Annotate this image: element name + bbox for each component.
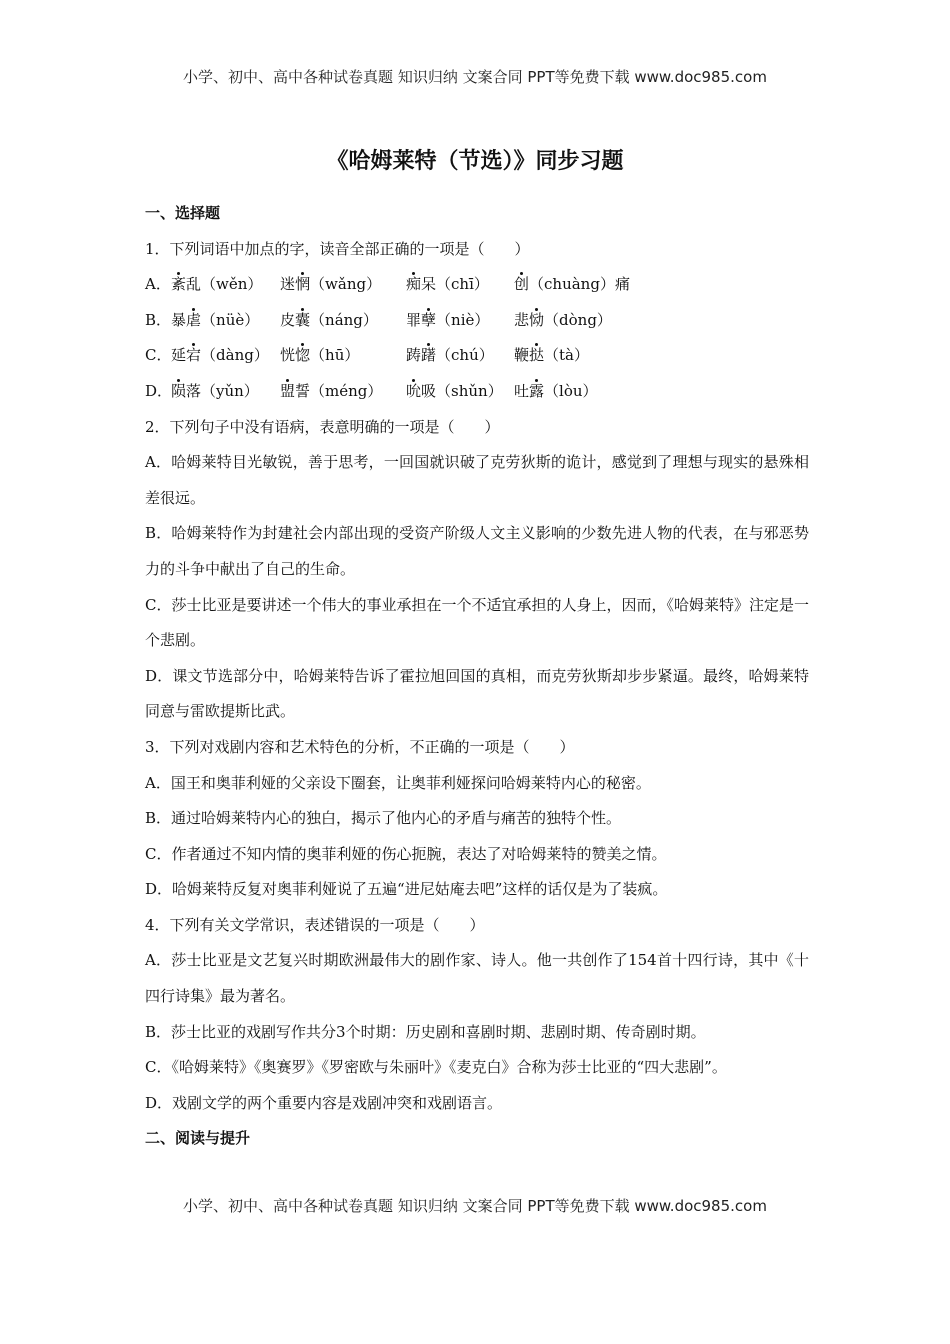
page-header: 小学、初中、高中各种试卷真题 知识归纳 文案合同 PPT等免费下载 www.doc985.com <box>183 68 767 86</box>
dotted-character: 惘 <box>295 275 311 294</box>
option-text: D．哈姆莱特反复对奥菲利娅说了五遍“进尼姑庵去吧”这样的话仅是为了装疯。 <box>145 880 668 899</box>
word-text: 罪 <box>406 310 422 329</box>
option-row <box>145 374 809 410</box>
word-item <box>514 338 589 374</box>
option-row <box>145 338 809 374</box>
word-text: 暴 <box>171 310 187 329</box>
option-text: D．戏剧文学的两个重要内容是戏剧冲突和戏剧语言。 <box>145 1093 503 1112</box>
word-item <box>280 267 406 303</box>
word-text: （lòu） <box>544 381 598 400</box>
word-text: （chuàng）痛 <box>529 275 630 294</box>
word-text: （chú） <box>436 346 494 365</box>
word-item <box>171 374 280 410</box>
word-item <box>514 374 598 410</box>
word-text: 誓（méng） <box>295 381 383 400</box>
document-body <box>145 196 809 1157</box>
word-text: （nüè） <box>201 310 260 329</box>
word-text: 延 <box>171 346 187 365</box>
option-text: B．莎士比亚的戏剧写作共分3个时期：历史剧和喜剧时期、悲剧时期、传奇剧时期。 <box>145 1022 706 1041</box>
option-label: D． <box>145 381 173 400</box>
option-text: A．国王和奥菲利娅的父亲设下圈套，让奥菲利娅探问哈姆莱特内心的秘密。 <box>145 773 651 792</box>
word-text: （dàng） <box>201 346 269 365</box>
option-label: A． <box>145 275 171 294</box>
option-label: C． <box>145 346 172 365</box>
q1-options <box>145 267 809 409</box>
q4-options <box>145 943 809 1121</box>
section-heading: 一、选择题 <box>145 204 221 222</box>
word-text: （dòng） <box>544 310 612 329</box>
dotted-character: 露 <box>529 381 545 400</box>
option-row <box>145 303 809 339</box>
word-text: （hū） <box>310 346 360 365</box>
word-item <box>171 338 280 374</box>
word-text: 迷 <box>280 275 296 294</box>
word-item <box>406 267 514 303</box>
word-item <box>280 374 406 410</box>
dotted-character: 盟 <box>280 381 296 400</box>
word-text: 鞭 <box>514 346 530 365</box>
word-item <box>406 374 514 410</box>
dotted-character: 恸 <box>529 310 545 329</box>
dotted-character: 孽 <box>421 310 437 329</box>
section-heading: 二、阅读与提升 <box>145 1129 251 1148</box>
option-text: C．莎士比亚是要讲述一个伟大的事业承担在一个不适宜承担的人身上，因而，《哈姆莱特》注定是一个悲剧。 <box>145 595 809 650</box>
question-stem: 4．下列有关文学常识，表述错误的一项是（ ） <box>145 915 485 934</box>
dotted-character: 惚 <box>295 346 311 365</box>
dotted-character: 陨 <box>171 381 187 400</box>
word-item <box>280 338 406 374</box>
word-text: （wǎng） <box>310 275 382 294</box>
dotted-character: 囊 <box>295 310 311 329</box>
dotted-character: 吮 <box>406 381 422 400</box>
word-text: 呆（chī） <box>421 275 489 294</box>
word-text: 吸（shǔn） <box>421 381 503 400</box>
word-text: 乱（wěn） <box>186 275 263 294</box>
question-stem: 2．下列句子中没有语病，表意明确的一项是（ ） <box>145 417 500 436</box>
word-item <box>514 267 630 303</box>
word-item <box>514 303 612 339</box>
word-text: 落（yǔn） <box>186 381 259 400</box>
word-item <box>171 303 280 339</box>
option-text: B．哈姆莱特作为封建社会内部出现的受资产阶级人文主义影响的少数先进人物的代表，在与邪恶势力的斗争中献出了自己的生命。 <box>145 524 809 578</box>
word-item <box>406 303 514 339</box>
option-text: B．通过哈姆莱特内心的独白，揭示了他内心的矛盾与痛苦的独特个性。 <box>145 809 622 828</box>
dotted-character: 创 <box>514 275 530 294</box>
dotted-character: 躇 <box>421 346 437 365</box>
dotted-character: 痴 <box>406 275 422 294</box>
page-footer: 小学、初中、高中各种试卷真题 知识归纳 文案合同 PPT等免费下载 www.doc985.com <box>183 1197 767 1215</box>
option-text: A．莎士比亚是文艺复兴时期欧洲最伟大的剧作家、诗人。他一共创作了154首十四行诗，其中《十四行诗集》最为著名。 <box>145 951 809 1006</box>
word-text: 吐 <box>514 381 530 400</box>
word-text: 皮 <box>280 310 296 329</box>
option-label: B． <box>145 310 172 329</box>
option-text: C．作者通过不知内情的奥菲利娅的伤心扼腕，表达了对哈姆莱特的赞美之情。 <box>145 844 667 863</box>
option-row <box>145 267 809 303</box>
word-text: 踌 <box>406 346 422 365</box>
option-text: A．哈姆莱特目光敏锐，善于思考，一回国就识破了克劳狄斯的诡计，感觉到了理想与现实的悬殊相差很远。 <box>145 453 809 507</box>
word-text: （náng） <box>310 310 378 329</box>
option-text: D．课文节选部分中，哈姆莱特告诉了霍拉旭回国的真相，而克劳狄斯却步步紧逼。最终，哈姆莱特同意与雷欧提斯比武。 <box>145 666 809 721</box>
word-item <box>171 267 280 303</box>
word-item <box>280 303 406 339</box>
q3-options <box>145 766 809 908</box>
question-stem: 3．下列对戏剧内容和艺术特色的分析，不正确的一项是（ ） <box>145 737 575 756</box>
q2-options <box>145 445 809 730</box>
question-stem: 1．下列词语中加点的字，读音全部正确的一项是（ ） <box>145 239 530 258</box>
dotted-character: 宕 <box>186 346 202 365</box>
dotted-character: 虐 <box>186 310 202 329</box>
dotted-character: 挞 <box>529 346 545 365</box>
word-text: 悲 <box>514 310 530 329</box>
document-title: 《哈姆莱特（节选）》同步习题 <box>326 149 624 174</box>
word-item <box>406 338 514 374</box>
dotted-character: 紊 <box>171 275 187 294</box>
word-text: （niè） <box>436 310 490 329</box>
word-text: 恍 <box>280 346 296 365</box>
option-text: C．《哈姆莱特》《奥赛罗》《罗密欧与朱丽叶》《麦克白》合称为莎士比亚的“四大悲剧”。 <box>145 1058 727 1077</box>
word-text: （tà） <box>544 346 590 365</box>
